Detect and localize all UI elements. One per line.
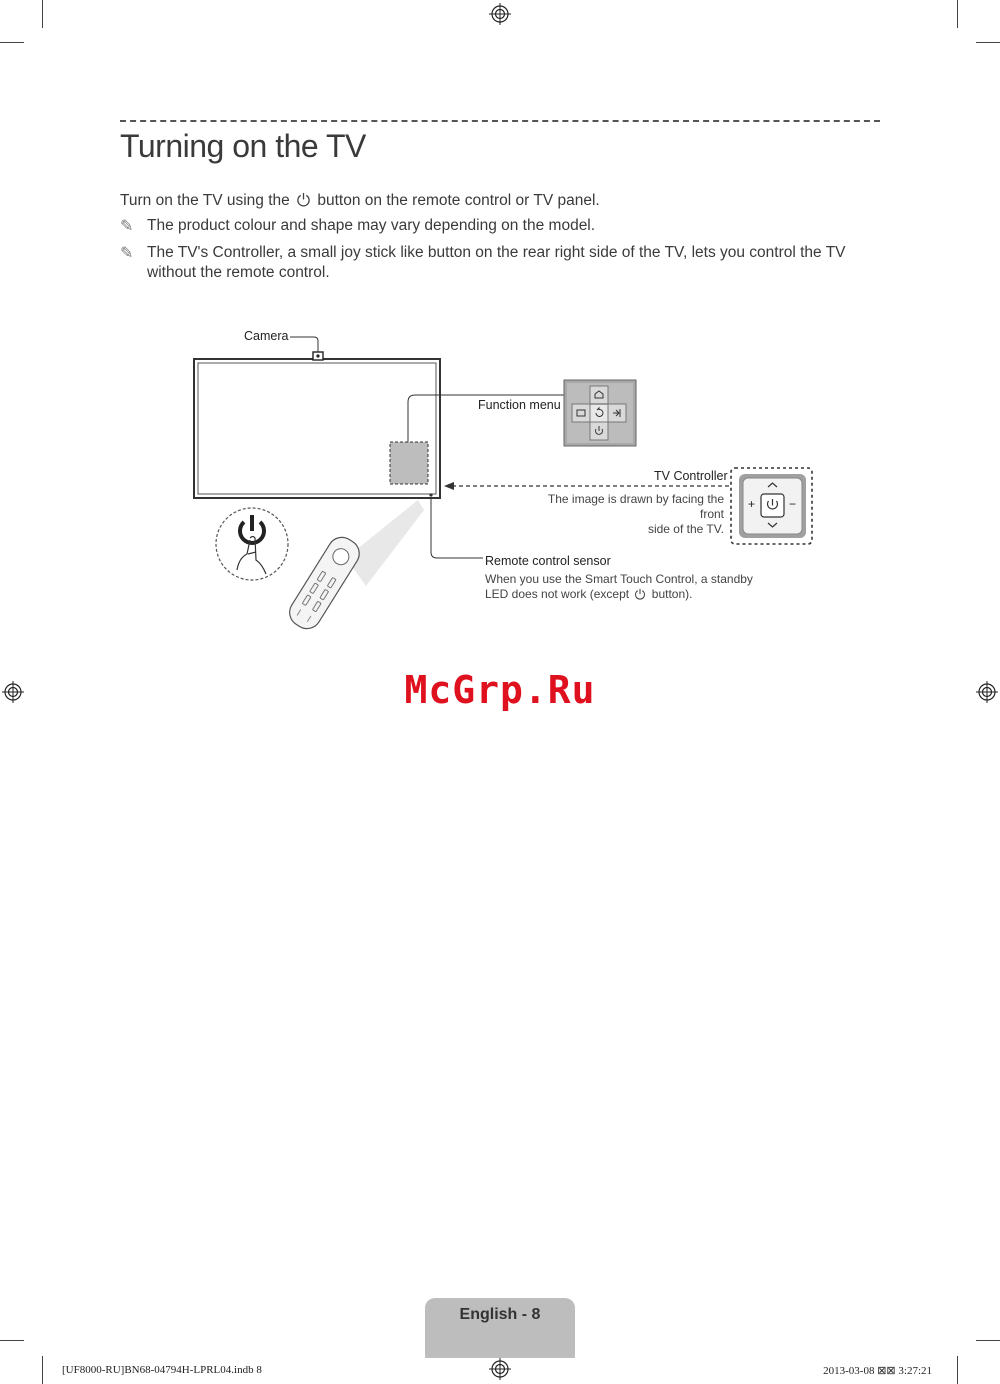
intro-text-before: Turn on the TV using the [120, 192, 290, 209]
ir-beam [346, 500, 424, 586]
footer-timestamp: 2013-03-08 ⊠⊠ 3:27:21 [823, 1365, 932, 1377]
tv-controller-caption-line: side of the TV. [647, 522, 724, 536]
page-number-label: English - 8 [459, 1306, 541, 1323]
controller-plus-label: + [748, 497, 756, 511]
tv-controller-caption [534, 492, 724, 537]
note-pencil-icon: ✎ [120, 245, 134, 262]
intro-text-after: button on the remote control or TV panel. [317, 192, 600, 209]
remote-sensor-caption [485, 572, 765, 602]
remote-sensor-dot [429, 493, 432, 496]
controller-minus-label: − [789, 497, 797, 511]
remote-sensor-label: Remote control sensor [485, 554, 611, 568]
remote-control-illustration [284, 532, 364, 634]
power-icon [634, 588, 646, 600]
remote-sensor-caption-line: When you use the Smart Touch Control, a standby [485, 572, 753, 586]
page-title: Turning on the TV [120, 128, 366, 164]
function-menu-panel [564, 380, 636, 446]
camera-label: Camera [244, 329, 289, 343]
remote-sensor-caption-line: button). [651, 587, 693, 601]
note-pencil-icon: ✎ [120, 218, 134, 235]
controller-area [390, 442, 428, 484]
function-menu-label: Function menu [478, 398, 561, 412]
camera-leader-line [290, 337, 318, 352]
sensor-leader-line [431, 497, 483, 558]
tv-controller-graphic [731, 468, 812, 544]
note-item: The TV's Controller, a small joy stick like button on the rear right side of the TV, lets you control the TV without the remote control. [147, 244, 846, 281]
footer-file-info: [UF8000-RU]BN68-04794H-LPRL04.indb 8 [62, 1364, 262, 1376]
power-button-illustration [216, 508, 288, 580]
tv-controller-label: TV Controller [654, 469, 728, 483]
watermark: McGrp.Ru [404, 668, 596, 712]
note-item: The product colour and shape may vary depending on the model. [147, 217, 596, 234]
tv-controller-caption-line: The image is drawn by facing the front [547, 492, 724, 521]
remote-sensor-caption-line: LED does not work (except [485, 587, 630, 601]
